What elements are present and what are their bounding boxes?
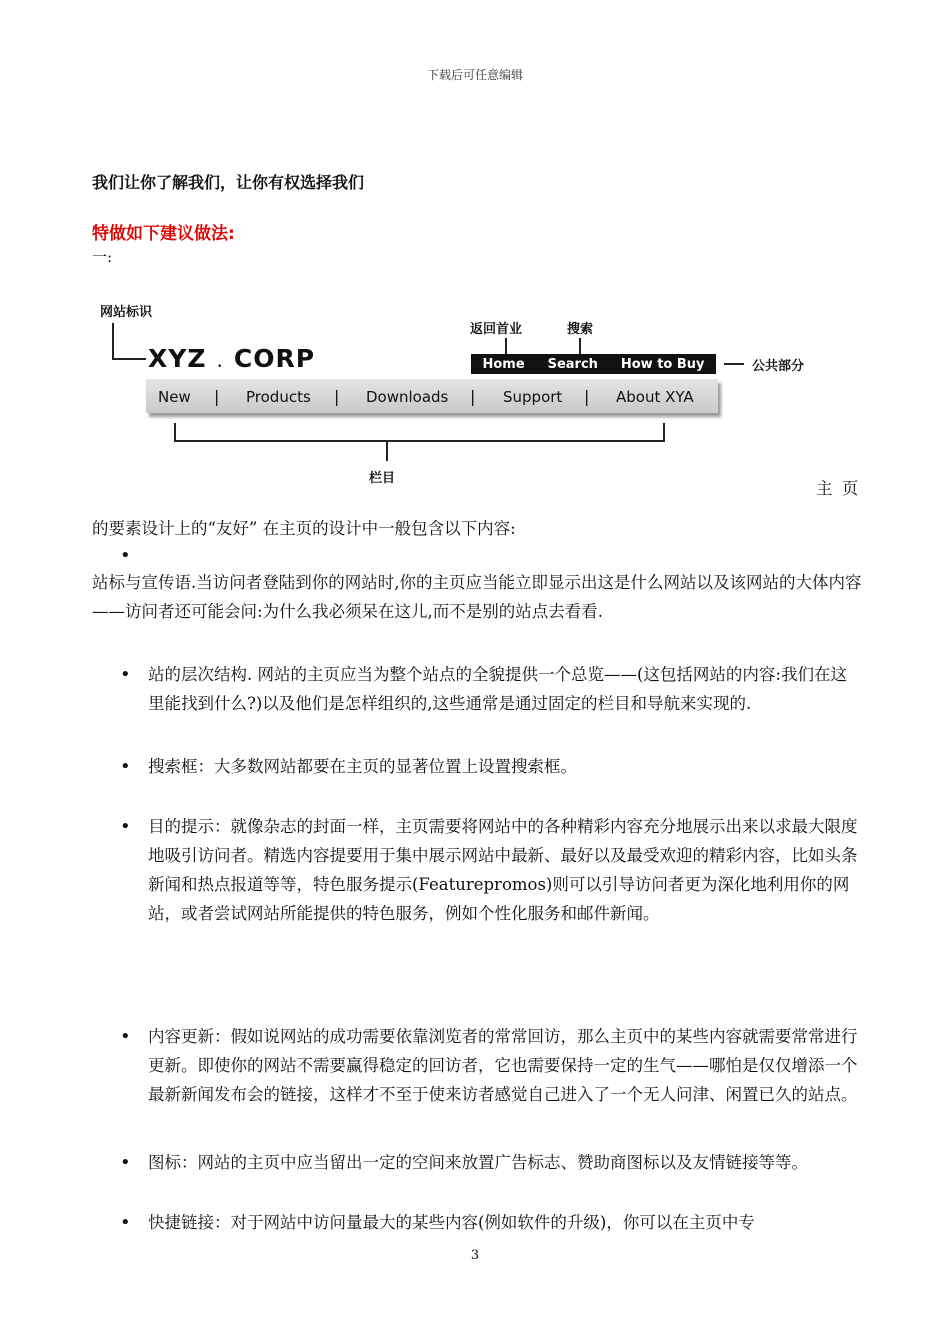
paragraph-logo-slogan: 站标与宣传语.当访问者登陆到你的网站时,你的主页应当能立即显示出这是什么网站以及该网站的大体内容——访问者还可能会问:为什么我必须呆在这儿,而不是别的站点去看看. bbox=[92, 573, 862, 621]
bullet-marker: • bbox=[120, 816, 131, 837]
nav-item-downloads[interactable]: Downloads bbox=[366, 388, 449, 406]
list-item-content-updates: 内容更新：假如说网站的成功需要依靠浏览者的常常回访，那么主页中的某些内容就需要常常进行更新。即使你的网站不需要赢得稳定的回访者，它也需要保持一定的生气——哪怕是仅仅增添一个最新新闻发布会的链接，这样才不至于使来访者感觉自己进入了一个无人问津、闲置已久的站点。 bbox=[148, 1027, 858, 1104]
bullet-marker: • bbox=[120, 664, 131, 685]
heading-primary: 我们让你了解我们，让你有权选择我们 bbox=[92, 173, 365, 192]
nav-item-about[interactable]: About XYA bbox=[616, 388, 694, 406]
bullet-marker: • bbox=[120, 545, 131, 566]
nav-item-support[interactable]: Support bbox=[503, 388, 563, 406]
list-item-purpose-hints: 目的提示：就像杂志的封面一样，主页需要将网站中的各种精彩内容充分地展示出来以求最大限度地吸引访问者。精选内容提要用于集中展示网站中最新、最好以及最受欢迎的精彩内容，比如头条新闻和热点报道等等，特色服务提示(Featurepromos)则可以引导访问者更为深化地利用你的网站，或者尝试网站所能提供的特色服务，例如个性化服务和邮件新闻。 bbox=[148, 817, 858, 923]
label-return-home: 返回首业 bbox=[470, 322, 523, 337]
main-nav-bar bbox=[146, 379, 718, 413]
label-site-logo: 网站标识 bbox=[100, 305, 153, 320]
logo-text-left: XYZ bbox=[148, 344, 207, 373]
label-columns: 栏目 bbox=[369, 471, 396, 486]
bullet-marker: • bbox=[120, 1026, 131, 1047]
connector-home bbox=[505, 338, 507, 354]
section-label: 一: bbox=[92, 248, 113, 266]
homepage-layout-diagram bbox=[90, 295, 830, 495]
bracket-right bbox=[663, 423, 665, 441]
connector-search bbox=[579, 338, 581, 354]
nav-separator: | bbox=[214, 387, 220, 406]
bullet-marker: • bbox=[120, 1152, 131, 1173]
site-logo bbox=[148, 344, 315, 373]
bullet-marker: • bbox=[120, 756, 131, 777]
page-number: 3 bbox=[470, 1248, 480, 1263]
label-public-section: 公共部分 bbox=[752, 359, 805, 374]
connector-logo-horizontal bbox=[112, 358, 146, 360]
logo-dot: . bbox=[216, 348, 224, 372]
label-search: 搜索 bbox=[567, 322, 594, 337]
bullet-marker: • bbox=[120, 1212, 131, 1233]
nav-separator: | bbox=[334, 387, 340, 406]
side-label-homepage: 主 页 bbox=[816, 479, 861, 498]
bracket-bottom bbox=[174, 440, 665, 442]
list-item-structure: 站的层次结构. 网站的主页应当为整个站点的全貌提供一个总览——(这包括网站的内容:我们在这里能找到什么?)以及他们是怎样组织的,这些通常是通过固定的栏目和导航来实现的. bbox=[148, 665, 847, 713]
list-item-search-box: 搜索框：大多数网站都要在主页的显著位置上设置搜索框。 bbox=[148, 757, 577, 776]
logo-text-right: CORP bbox=[233, 344, 316, 373]
utility-search[interactable]: Search bbox=[547, 356, 598, 372]
connector-public bbox=[724, 363, 744, 365]
connector-logo-vertical bbox=[112, 323, 114, 359]
list-item-quick-links: 快捷链接：对于网站中访问量最大的某些内容(例如软件的升级)，你可以在主页中专 bbox=[148, 1213, 755, 1232]
page-header-note: 下载后可任意编辑 bbox=[426, 68, 523, 82]
utility-home[interactable]: Home bbox=[482, 356, 525, 372]
nav-separator: | bbox=[470, 387, 476, 406]
nav-separator: | bbox=[584, 387, 590, 406]
nav-item-new[interactable]: New bbox=[158, 388, 191, 406]
heading-suggestions: 特做如下建议做法: bbox=[92, 224, 235, 244]
intro-line: 的要素设计上的“友好” 在主页的设计中一般包含以下内容: bbox=[92, 519, 516, 538]
nav-item-products[interactable]: Products bbox=[246, 388, 311, 406]
utility-bar bbox=[471, 354, 716, 374]
bracket-stem bbox=[386, 441, 388, 461]
bracket-left bbox=[174, 423, 176, 441]
utility-how-to-buy[interactable]: How to Buy bbox=[620, 356, 705, 372]
list-item-icons: 图标：网站的主页中应当留出一定的空间来放置广告标志、赞助商图标以及友情链接等等。 bbox=[148, 1153, 808, 1172]
